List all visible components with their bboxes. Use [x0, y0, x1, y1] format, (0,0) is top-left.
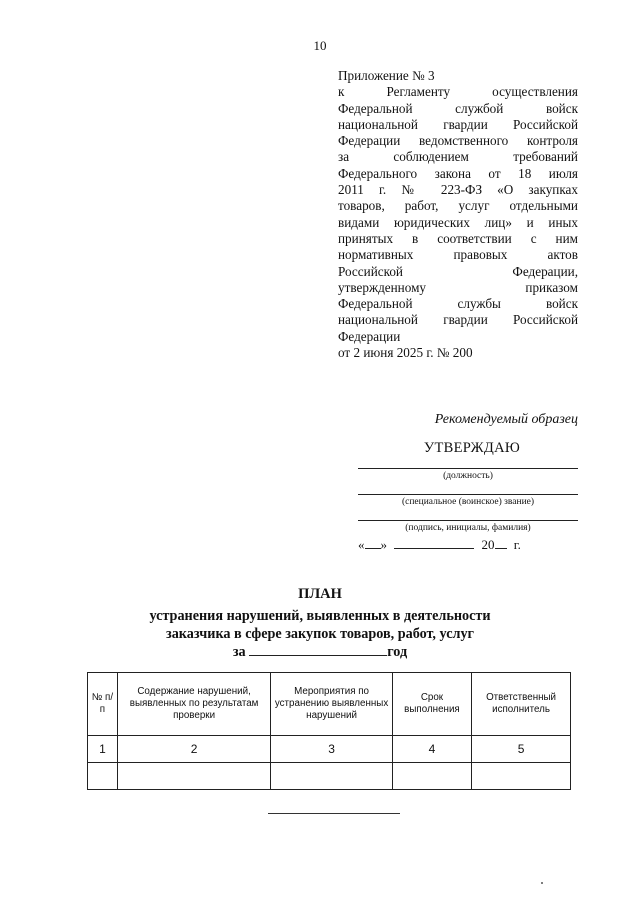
header-responsible: Ответственный исполнитель [472, 673, 571, 736]
table-cell [392, 763, 471, 790]
appendix-line: Федеральной службы войск [338, 296, 578, 312]
signature-line [358, 509, 578, 521]
appendix-line: Федерации ведомственного контроля [338, 133, 578, 149]
approval-block [358, 440, 578, 553]
rank-line [358, 483, 578, 495]
date-open-quote: « [358, 537, 365, 552]
footer-divider [268, 813, 400, 814]
appendix-line: принятых в соответствии с ним [338, 230, 578, 246]
approval-date [358, 537, 578, 553]
position-line [358, 457, 578, 469]
date-year-blank [495, 548, 507, 549]
header-number: № п/п [88, 673, 118, 736]
appendix-line: от 2 июня 2025 г. № 200 [338, 345, 473, 361]
plan-title: ПЛАН [298, 586, 342, 602]
header-measures: Мероприятия по устранению выявленных нарушений [271, 673, 393, 736]
table-numbering-row [88, 736, 571, 763]
appendix-line: утвержденному приказом [338, 279, 578, 295]
date-day-blank [365, 548, 381, 549]
table-cell: 4 [392, 736, 471, 763]
signature-label: (подпись, инициалы, фамилия) [405, 523, 531, 533]
plan-year-line [0, 643, 640, 661]
appendix-line: к Регламенту осуществления [338, 84, 578, 100]
page-number: 10 [313, 38, 327, 53]
appendix-line: товаров, работ, услуг отдельными [338, 198, 578, 214]
date-century: 20 [481, 537, 495, 552]
table-cell [472, 763, 571, 790]
approve-title: УТВЕРЖДАЮ [423, 440, 521, 456]
table-cell [117, 763, 270, 790]
table-cell: 2 [117, 736, 270, 763]
table-row [88, 763, 571, 790]
plan-year-suffix: год [387, 644, 408, 660]
plan-table [87, 672, 571, 790]
sample-label: Рекомендуемый образец [434, 412, 578, 427]
table-cell: 1 [88, 736, 118, 763]
position-label: (должность) [443, 471, 493, 481]
appendix-line: Приложение № 3 [338, 68, 435, 83]
appendix-line: Федерации [338, 328, 401, 344]
appendix-line: национальной гвардии Российской [338, 312, 578, 328]
appendix-line: нормативных правовых актов [338, 247, 578, 263]
plan-year-blank [249, 643, 387, 656]
appendix-line: видами юридических лиц» и иных [338, 214, 578, 230]
appendix-line: Федерального закона от 18 июля [338, 165, 578, 181]
appendix-line: Федеральной службой войск [338, 100, 578, 116]
table-cell [271, 763, 393, 790]
appendix-line: Российской Федерации, [338, 263, 578, 279]
plan-subtitle-line2: заказчика в сфере закупок товаров, работ, услуг [166, 626, 474, 642]
appendix-block [338, 68, 578, 361]
scan-speck [541, 882, 543, 884]
table-cell [88, 763, 118, 790]
date-month-blank [394, 548, 474, 549]
plan-subtitle-line1: устранения нарушений, выявленных в деятельности [149, 608, 491, 624]
plan-year-prefix: за [232, 644, 246, 660]
table-header-row [88, 673, 571, 736]
table-cell: 5 [472, 736, 571, 763]
plan-heading [0, 586, 640, 661]
appendix-line: 2011 г. № 223-ФЗ «О закупках [338, 182, 578, 198]
rank-label: (специальное (воинское) звание) [401, 497, 535, 507]
appendix-line: за соблюдением требований [338, 149, 578, 165]
header-deadline: Срок выполнения [392, 673, 471, 736]
date-suffix: г. [513, 537, 521, 552]
table-cell: 3 [271, 736, 393, 763]
header-violations: Содержание нарушений, выявленных по результатам проверки [117, 673, 270, 736]
appendix-line: национальной гвардии Российской [338, 116, 578, 132]
date-close-quote: » [380, 537, 387, 552]
